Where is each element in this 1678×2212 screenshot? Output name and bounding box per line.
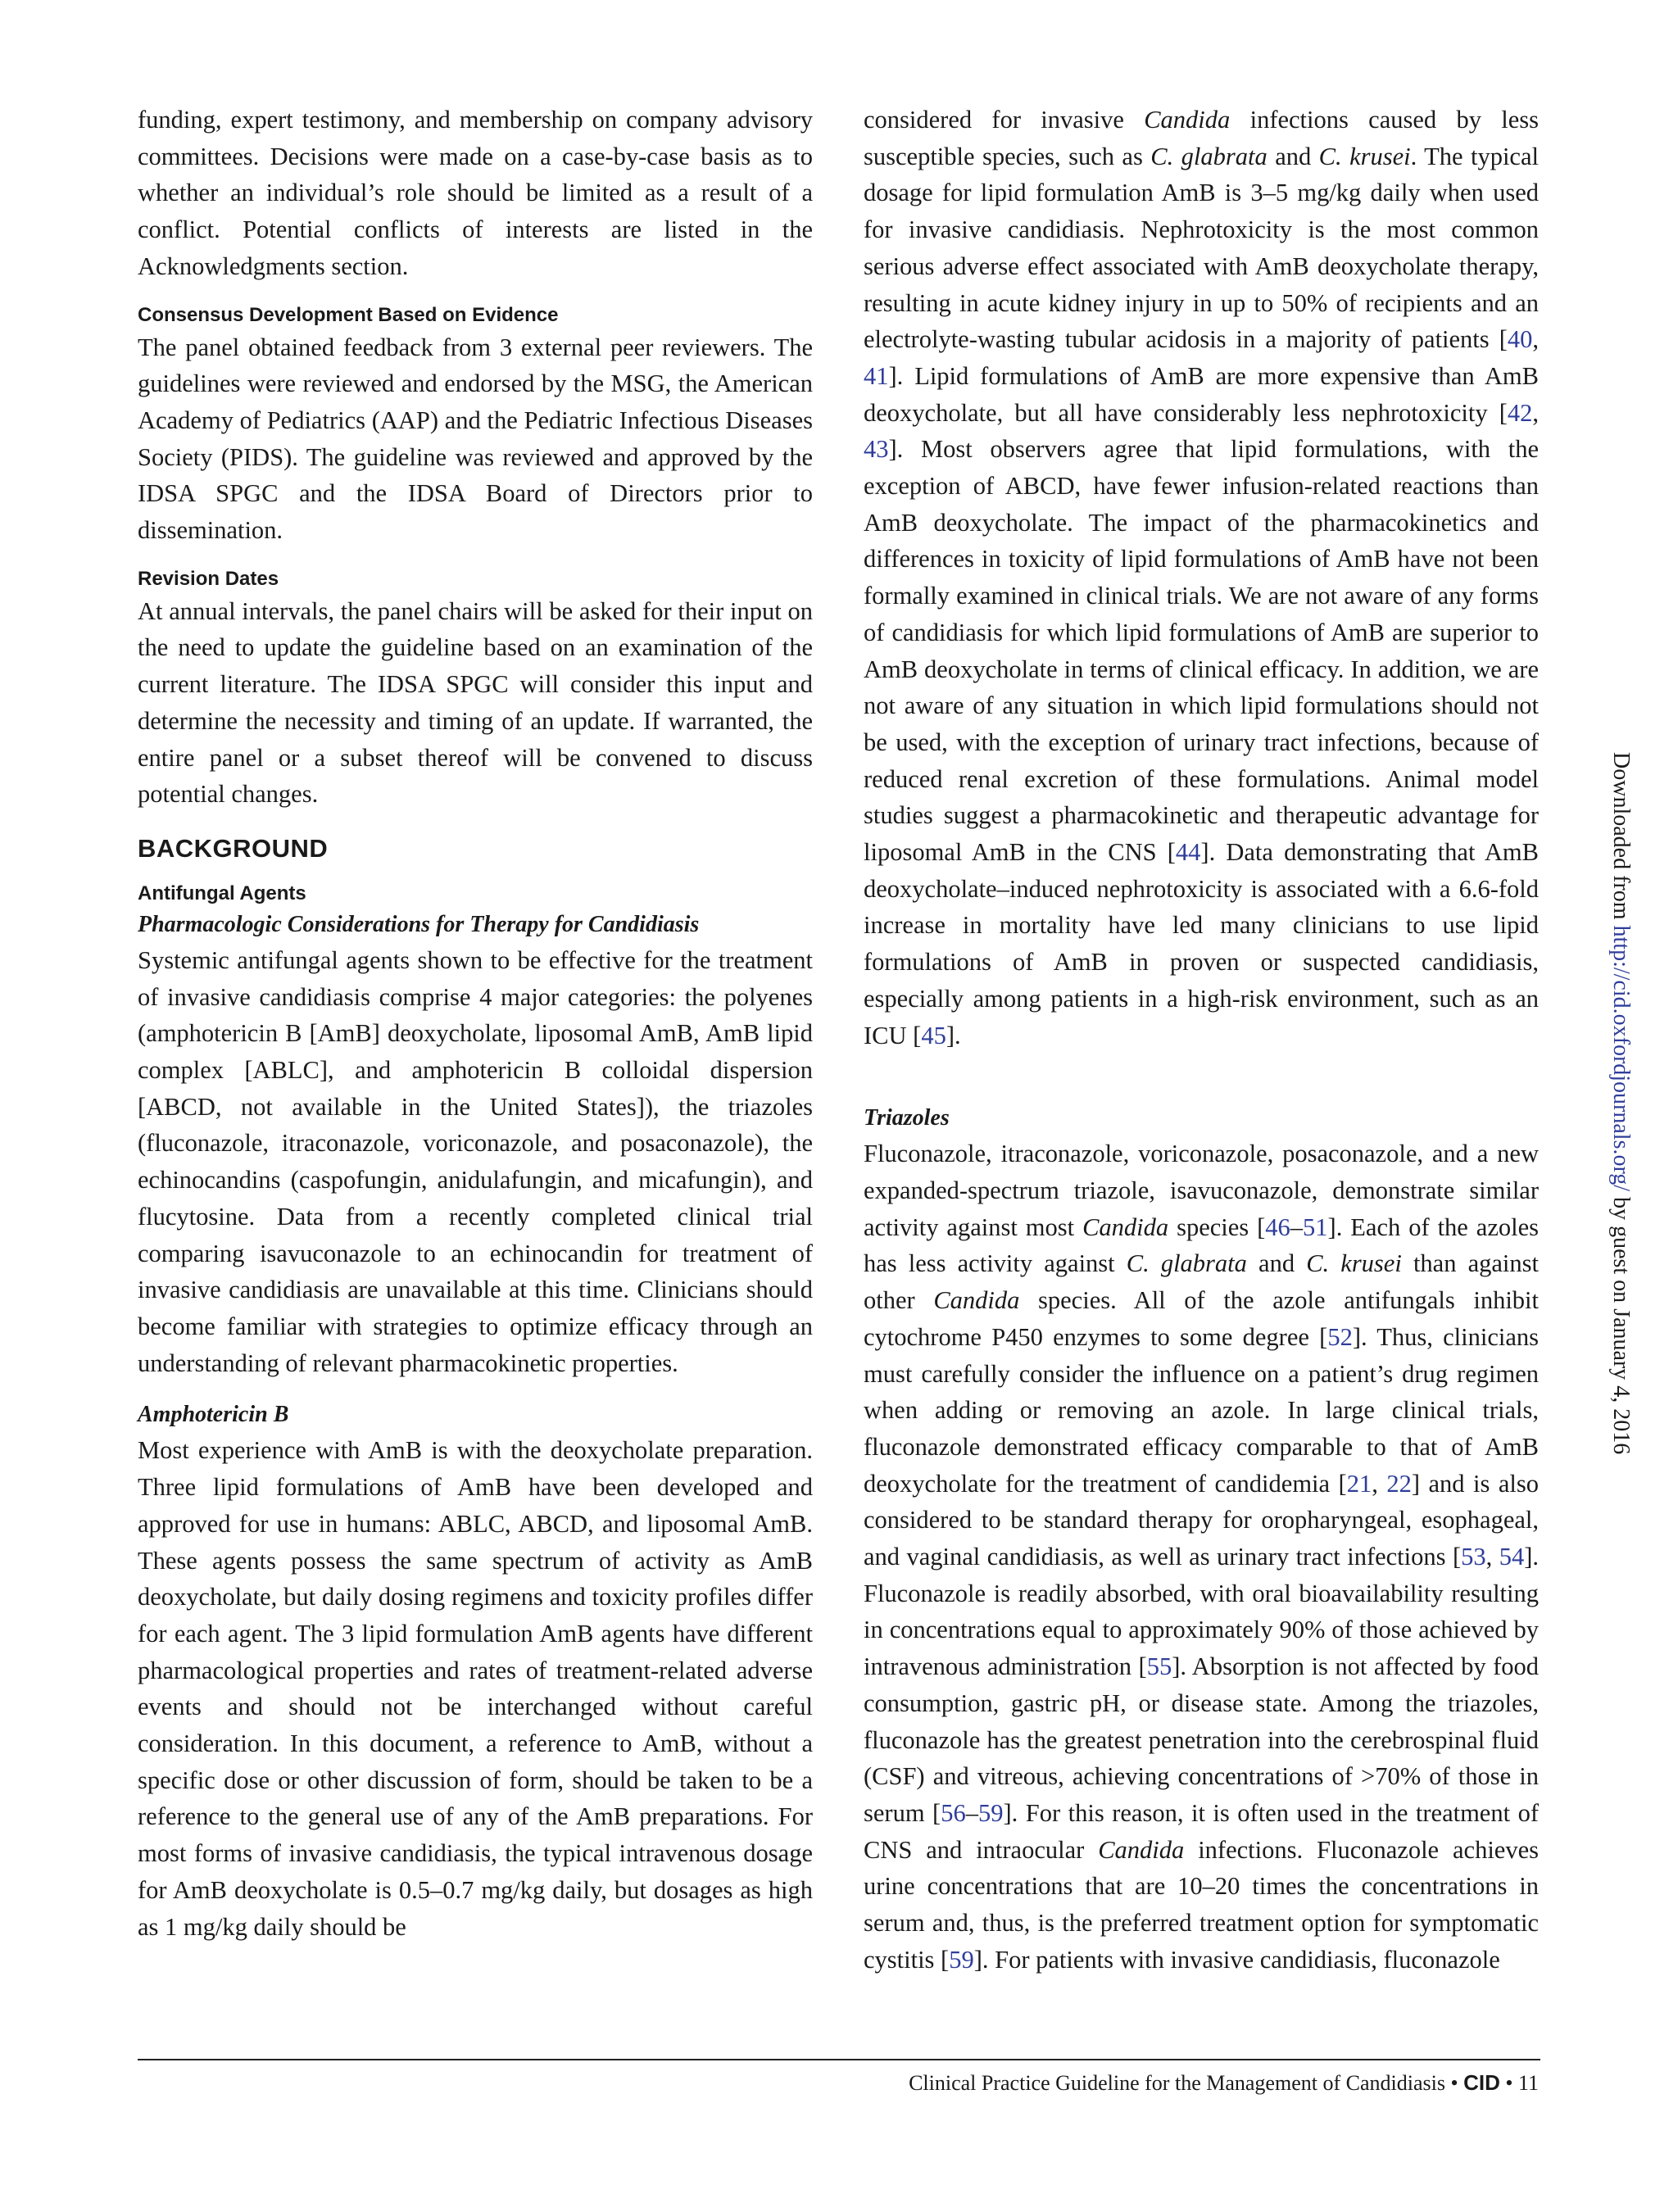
heading-consensus: Consensus Development Based on Evidence	[138, 303, 559, 326]
reference-link[interactable]: 56	[941, 1798, 966, 1827]
left-column	[138, 102, 813, 1945]
paragraph-conflicts: funding, expert testimony, and membership on company advisory committees. Decisions were made on a case-by-case basis as to whether an individual’s role should be limited as a result of a conflict. Potential conflicts of interests are listed in the Acknowledgments section.	[138, 106, 813, 280]
reference-link[interactable]: 59	[949, 1945, 974, 1974]
reference-link[interactable]: 59	[977, 1798, 1004, 1827]
reference-link[interactable]: 53	[1461, 1543, 1486, 1571]
heading-background: BACKGROUND	[138, 833, 329, 863]
download-notice: Downloaded from http://cid.oxfordjournals.org/ by guest on January 4, 2016	[1608, 752, 1634, 1455]
page-number: 11	[1517, 2071, 1539, 2095]
paragraph-amb-continued: considered for invasive Candida infections caused by less susceptible species, such as C. glabrata and C. krusei. The typical dosage for lipid formulation AmB is 3–5 mg/kg daily when used for invasive candidiasis. Nephrotoxicity is the most common serious adverse effect associated with AmB deoxycholate therapy, resulting in acute kidney injury in up to 50% of recipients and an electrolyte-wasting tubular acidosis in a majority of patients [40, 41]. Lipid formulations of AmB are more expensive than AmB deoxycholate, but all have considerably less nephrotoxicity [42, 43]. Most observers agree that lipid formulations, with the exception of ABCD, have fewer infusion-related reactions than AmB deoxycholate. The impact of the pharmacokinetics and differences in toxicity of lipid formulations of AmB have not been formally examined in clinical trials. We are not aware of any forms of candidiasis for which lipid formulations of AmB are superior to AmB deoxycholate in terms of clinical efficacy. In addition, we are not aware of any situation in which lipid formulations should not be used, with the exception of urinary tract infections, because of reduced renal excretion of these formulations. Animal model studies suggest a pharmacokinetic and therapeutic advantage for liposomal AmB in the CNS [44]. Data demonstrating that AmB deoxycholate–induced nephrotoxicity is associated with a 6.6-fold increase in mortality have led many clinicians to use lipid formulations of AmB in proven or suspected candidiasis, especially among patients in a high-risk environment, such as an ICU [45].	[864, 106, 1540, 1049]
reference-link[interactable]: 46	[1265, 1213, 1290, 1241]
journal-name: CID	[1463, 2070, 1500, 2095]
paragraph-revision-dates: At annual intervals, the panel chairs will be asked for their input on the need to update the guideline based on an examination of the current literature. The IDSA SPGC will consider this input and determine the necessity and timing of an update. If warranted, the entire panel or a subset thereof will be convened to discuss potential changes.	[138, 596, 813, 809]
paragraph-amphotericin-b: Most experience with AmB is with the deoxycholate preparation. Three lipid formulations of AmB have been developed and approved for use in humans: ABLC, ABCD, and liposomal AmB. These agents possess the same spectrum of activity as AmB deoxycholate, but daily dosing regimens and toxicity profiles differ for each agent. The 3 lipid formulation AmB agents have different pharmacological properties and rates of treatment-related adverse events and should not be interchanged without careful consideration. In this document, a reference to AmB, without a specific dose or other discussion of form, should be taken to be a reference to the general use of any of the AmB preparations. For most forms of invasive candidiasis, the typical intravenous dosage for AmB deoxycholate is 0.5–0.7 mg/kg daily, but dosages as high as 1 mg/kg daily should be	[138, 1436, 813, 1941]
right-column	[864, 102, 1539, 1978]
heading-revision-dates: Revision Dates	[138, 567, 279, 590]
reference-link[interactable]: 54	[1499, 1543, 1525, 1571]
reference-link[interactable]: 21	[1346, 1469, 1372, 1498]
bullet-icon: •	[1505, 2071, 1513, 2095]
reference-link[interactable]: 44	[1175, 838, 1201, 867]
heading-pharmacologic-considerations: Pharmacologic Considerations for Therapy for Candidiasis	[138, 911, 700, 937]
reference-link[interactable]: 55	[1146, 1652, 1172, 1681]
heading-triazoles: Triazoles	[864, 1105, 950, 1131]
journal-url-link[interactable]: http://cid.oxfordjournals.org/	[1608, 925, 1634, 1192]
reference-link[interactable]: 41	[864, 361, 889, 390]
heading-amphotericin-b: Amphotericin B	[138, 1402, 289, 1428]
paragraph-pharmacologic: Systemic antifungal agents shown to be effective for the treatment of invasive candidiasis comprise 4 major categories: the polyenes (amphotericin B [AmB] deoxycholate, liposomal AmB, AmB lipid complex [ABLC], and amphotericin B colloidal dispersion [ABCD, not available in the United States]), the triazoles (fluconazole, itraconazole, voriconazole, and posaconazole), the echinocandins (caspofungin, anidulafungin, and micafungin), and flucytosine. Data from a recently completed clinical trial comparing isavuconazole to an echinocandin for treatment of invasive candidiasis are unavailable at this time. Clinicians should become familiar with strategies to optimize efficacy through an understanding of relevant pharmacokinetic properties.	[138, 945, 813, 1377]
paragraph-consensus: The panel obtained feedback from 3 external peer reviewers. The guidelines were reviewed and endorsed by the MSG, the American Academy of Pediatrics (AAP) and the Pediatric Infectious Diseases Society (PIDS). The guideline was reviewed and approved by the IDSA SPGC and the IDSA Board of Directors prior to dissemination.	[138, 333, 813, 545]
page-footer	[909, 2066, 1539, 2100]
reference-link[interactable]: 51	[1303, 1213, 1328, 1241]
reference-link[interactable]: 42	[1507, 398, 1533, 427]
footer-title: Clinical Practice Guideline for the Management of Candidiasis	[909, 2071, 1445, 2095]
heading-antifungal-agents: Antifungal Agents	[138, 882, 306, 904]
reference-link[interactable]: 45	[921, 1021, 946, 1049]
bullet-icon: •	[1450, 2071, 1458, 2095]
reference-link[interactable]: 22	[1386, 1469, 1412, 1498]
reference-link[interactable]: 40	[1507, 325, 1533, 354]
reference-link[interactable]: 52	[1327, 1322, 1353, 1351]
footer-rule	[138, 2059, 1540, 2060]
reference-link[interactable]: 43	[864, 435, 889, 464]
paragraph-triazoles: Fluconazole, itraconazole, voriconazole, posaconazole, and a new expanded-spectrum triazole, isavuconazole, demonstrate similar activity against most Candida species [46–51]. Each of the azoles has less activity against C. glabrata and C. krusei than against other Candida species. All of the azole antifungals inhibit cytochrome P450 enzymes to some degree [52]. Thus, clinicians must carefully consider the influence on a patient’s drug regimen when adding or removing an azole. In large clinical trials, fluconazole demonstrated efficacy comparable to that of AmB deoxycholate for the treatment of candidemia [21, 22] and is also considered to be standard therapy for oropharyngeal, esophageal, and vaginal candidiasis, as well as urinary tract infections [53, 54]. Fluconazole is readily absorbed, with oral bioavailability resulting in concentrations equal to approximately 90% of those achieved by intravenous administration [55]. Absorption is not affected by food consumption, gastric pH, or disease state. Among the triazoles, fluconazole has the greatest penetration into the cerebrospinal fluid (CSF) and vitreous, achieving concentrations of >70% of those in serum [56–59]. For this reason, it is often used in the treatment of CNS and intraocular Candida infections. Fluconazole achieves urine concentrations that are 10–20 times the concentrations in serum and, thus, is the preferred treatment option for symptomatic cystitis [59]. For patients with invasive candidiasis, fluconazole	[864, 1140, 1540, 1974]
